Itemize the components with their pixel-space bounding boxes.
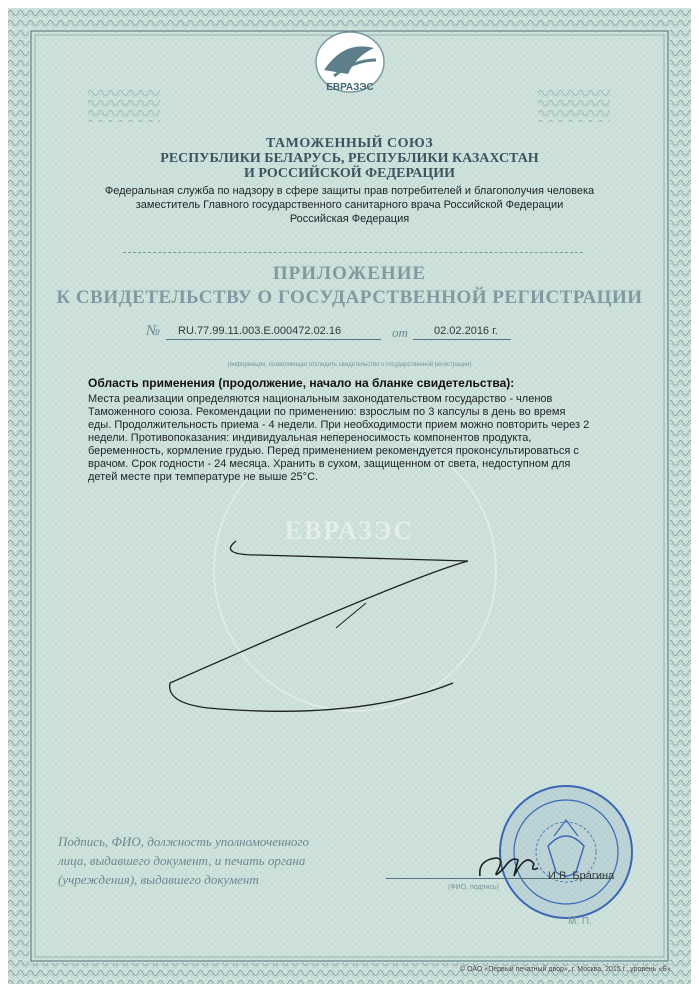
cancel-scribble [148,533,488,718]
body-line: Таможенного союза. Рекомендации по применению: взрослым по 3 капсулы в день во время [88,406,566,418]
date-label: от [392,325,408,340]
document-title: ПРИЛОЖЕНИЕ [272,263,427,284]
body-line: еды. Продолжительность приема - 4 недели. При необходимости прием можно повторить через 2 [88,419,590,431]
date-underline [413,339,511,340]
footer-caption-2: лица, выдавшего документ, и печать органа [58,853,306,868]
footer-caption-3: (учреждения), выдавшего документ [58,872,259,887]
body-line: Места реализации определяются национальным законодательством государство - членов [88,393,553,405]
emblem-label: ЕВРАЗЭС [326,82,374,93]
body-line: недели. Противопоказания: индивидуальная непереносимость компонентов продукта, [88,432,532,444]
fio-caption: (ФИО, подпись) [448,884,499,891]
seal-place-label: М. П. [568,916,592,927]
republics-heading-2: И РОССИЙСКОЙ ФЕДЕРАЦИИ [244,166,455,181]
handwritten-signature [474,846,544,886]
signer-name: И.В. Брагина [548,870,615,882]
eurasec-emblem-icon [304,30,396,102]
registration-date: 02.02.2016 г. [434,325,498,337]
republics-heading-1: РЕСПУБЛИКИ БЕЛАРУСЬ, РЕСПУБЛИКИ КАЗАХСТАН [160,151,539,166]
divider-line [123,252,583,253]
printer-imprint: © ОАО «Первый печатный двор», г. Москва, 2015 г., уровень «Б» [460,966,671,973]
number-label: № [146,323,161,339]
document-subtitle: К СВИДЕТЕЛЬСТВУ О ГОСУДАРСТВЕННОЙ РЕГИСТРАЦИИ [56,287,643,308]
footer-caption-1: Подпись, ФИО, должность уполномоченного [58,834,309,849]
watermark-text: ЕВРАЗЭС [284,516,415,545]
body-line: врачом. Срок годности - 24 месяца. Хранить в сухом, защищенном от света, недоступном для [88,458,571,470]
body-line: детей месте при температуре не выше 25°С. [88,471,319,483]
body-line: беременность, кормление грудью. Перед применением рекомендуется проконсультироваться с [88,445,579,457]
agency-line-1: Федеральная служба по надзору в сфере защиты прав потребителей и благополучия человека [104,185,595,197]
registration-number: RU.77.99.11.003.E.000472.02.16 [178,325,342,337]
agency-line-2: заместитель Главного государственного санитарного врача Российской Федерации [135,199,564,211]
union-heading: ТАМОЖЕННЫЙ СОЮЗ [265,136,434,151]
scope-title: Область применения (продолжение, начало на бланке свидетельства): [88,376,515,390]
certificate-sheet [8,8,691,984]
number-underline [166,339,381,340]
agency-line-3: Российская Федерация [289,213,410,225]
number-caption: (информация, позволяющая отследить свидетельство о государственной регистрации) [227,362,472,368]
